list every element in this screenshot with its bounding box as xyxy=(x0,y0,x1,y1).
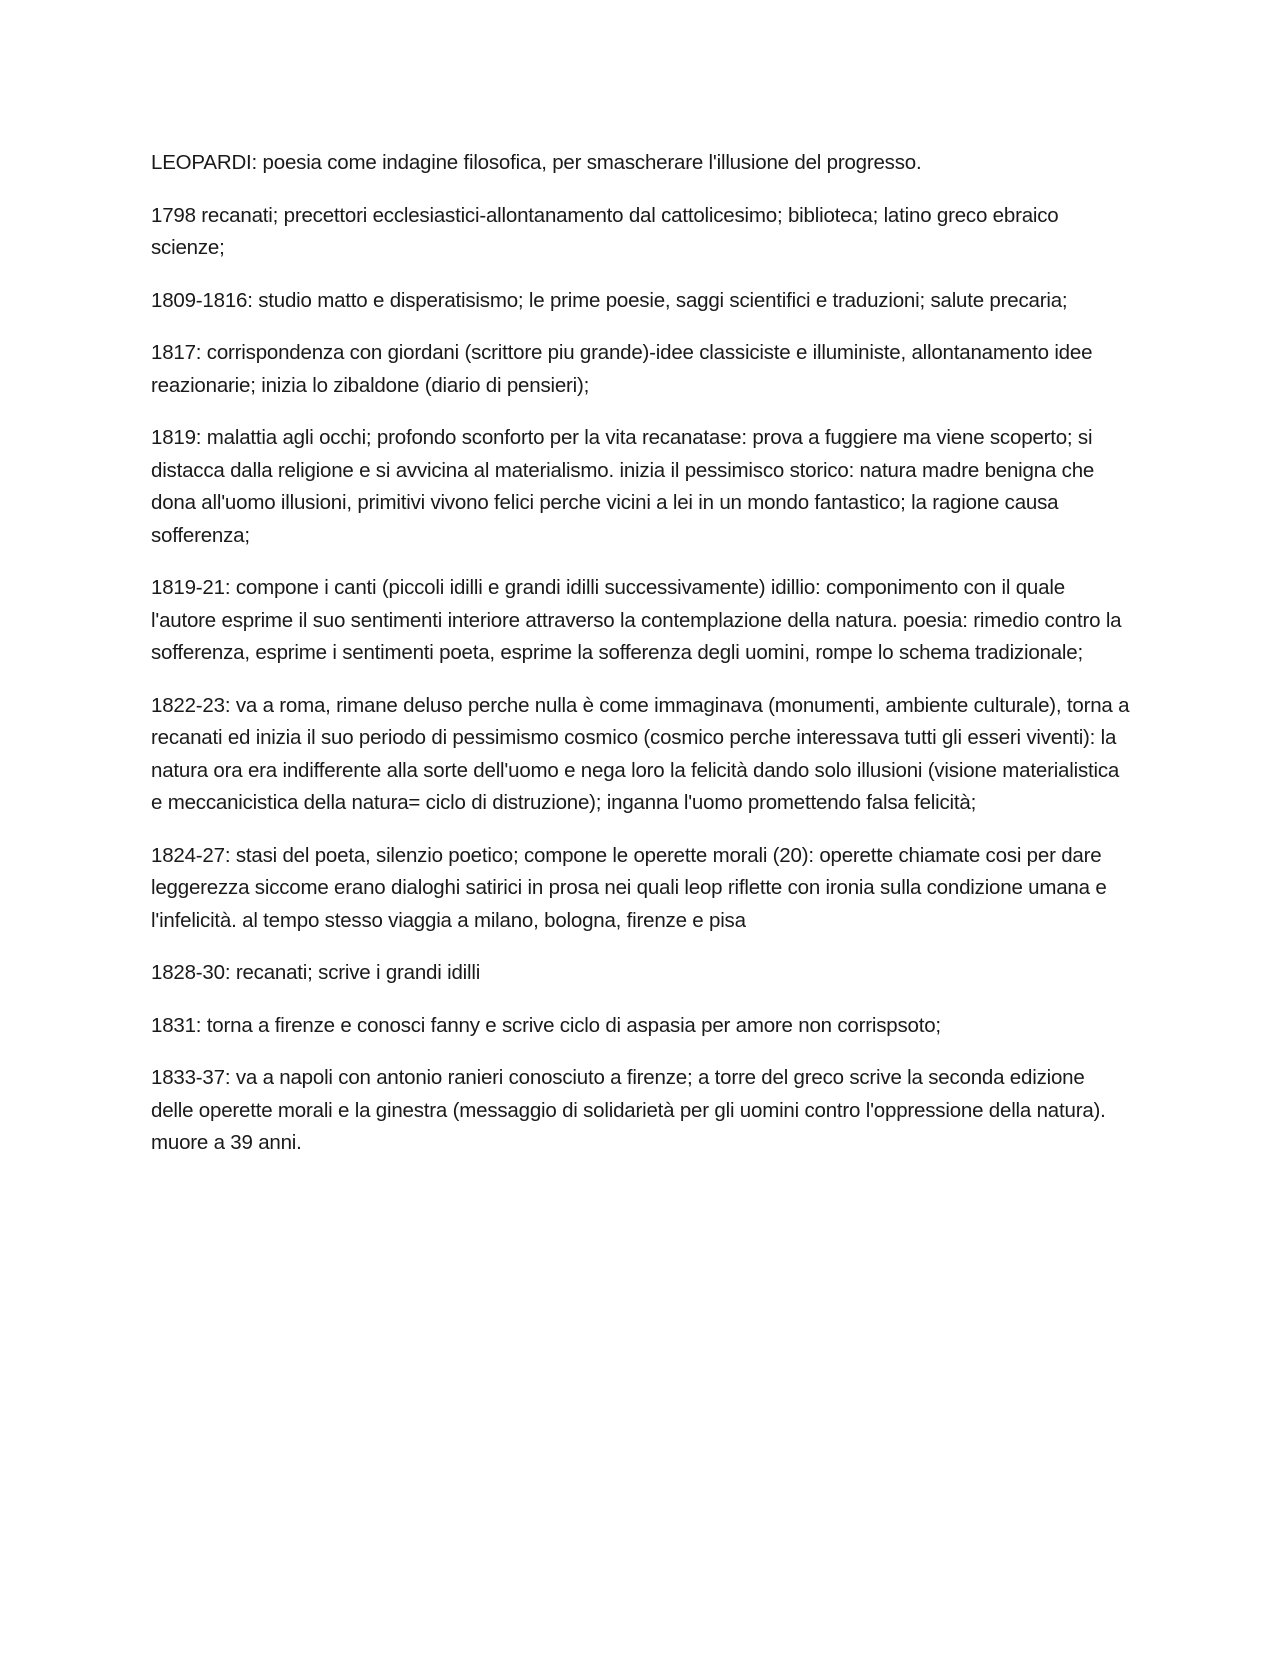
paragraph-1798: 1798 recanati; precettori ecclesiastici-allontanamento dal cattolicesimo; biblioteca; latino greco ebraico scienze; xyxy=(151,203,1059,259)
paragraph-1817: 1817: corrispondenza con giordani (scrittore piu grande)-idee classiciste e illuministe, allontanamento idee reazionarie; inizia lo zibaldone (diario di pensieri); xyxy=(151,341,1093,397)
paragraph-1831: 1831: torna a firenze e conosci fanny e scrive ciclo di aspasia per amore non corrispsoto; xyxy=(151,1013,941,1037)
document-body xyxy=(151,147,1131,1180)
paragraph-1819-21: 1819-21: compone i canti (piccoli idilli e grandi idilli successivamente) idillio: componimento con il quale l'autore esprime il suo sentimenti interiore attraverso la contemplazione della natura. poesia: rimedio contro la sofferenza, esprime i sentimenti poeta, esprime la sofferenza degli uomini, rompe lo schema tradizionale; xyxy=(151,576,1122,664)
paragraph-1828-30: 1828-30: recanati; scrive i grandi idilli xyxy=(151,961,481,984)
paragraph-1822-23: 1822-23: va a roma, rimane deluso perche nulla è come immaginava (monumenti, ambiente culturale), torna a recanati ed inizia il suo periodo di pessimismo cosmico (cosmico perche interessava tutti gli esseri viventi): la natura ora era indifferente alla sorte dell'uomo e nega loro la felicità dando solo illusioni (visione materialistica e meccanicistica della natura= ciclo di distruzione); inganna l'uomo promettendo falsa felicità; xyxy=(151,693,1130,814)
paragraph-1809-1816: 1809-1816: studio matto e disperatisismo; le prime poesie, saggi scientifici e traduzioni; salute precaria; xyxy=(151,288,1068,312)
paragraph-intro: LEOPARDI: poesia come indagine filosofica, per smascherare l'illusione del progresso. xyxy=(151,151,922,174)
paragraph-1819: 1819: malattia agli occhi; profondo sconforto per la vita recanatase: prova a fuggiere ma viene scoperto; si distacca dalla religione e si avvicina al materialismo. inizia il pessimisco storico: natura madre benigna che dona all'uomo illusioni, primitivi vivono felici perche vicini a lei in un mondo fantastico; la ragione causa sofferenza; xyxy=(151,426,1095,547)
paragraph-1833-37: 1833-37: va a napoli con antonio ranieri conosciuto a firenze; a torre del greco scrive la seconda edizione delle operette morali e la ginestra (messaggio di solidarietà per gli uomini contro l'oppressione della natura). muore a 39 anni. xyxy=(151,1066,1106,1154)
paragraph-1824-27: 1824-27: stasi del poeta, silenzio poetico; compone le operette morali (20): operette chiamate cosi per dare leggerezza siccome erano dialoghi satirici in prosa nei quali leop riflette con ironia sulla condizione umana e l'infelicità. al tempo stesso viaggia a milano, bologna, firenze e pisa xyxy=(151,843,1107,932)
